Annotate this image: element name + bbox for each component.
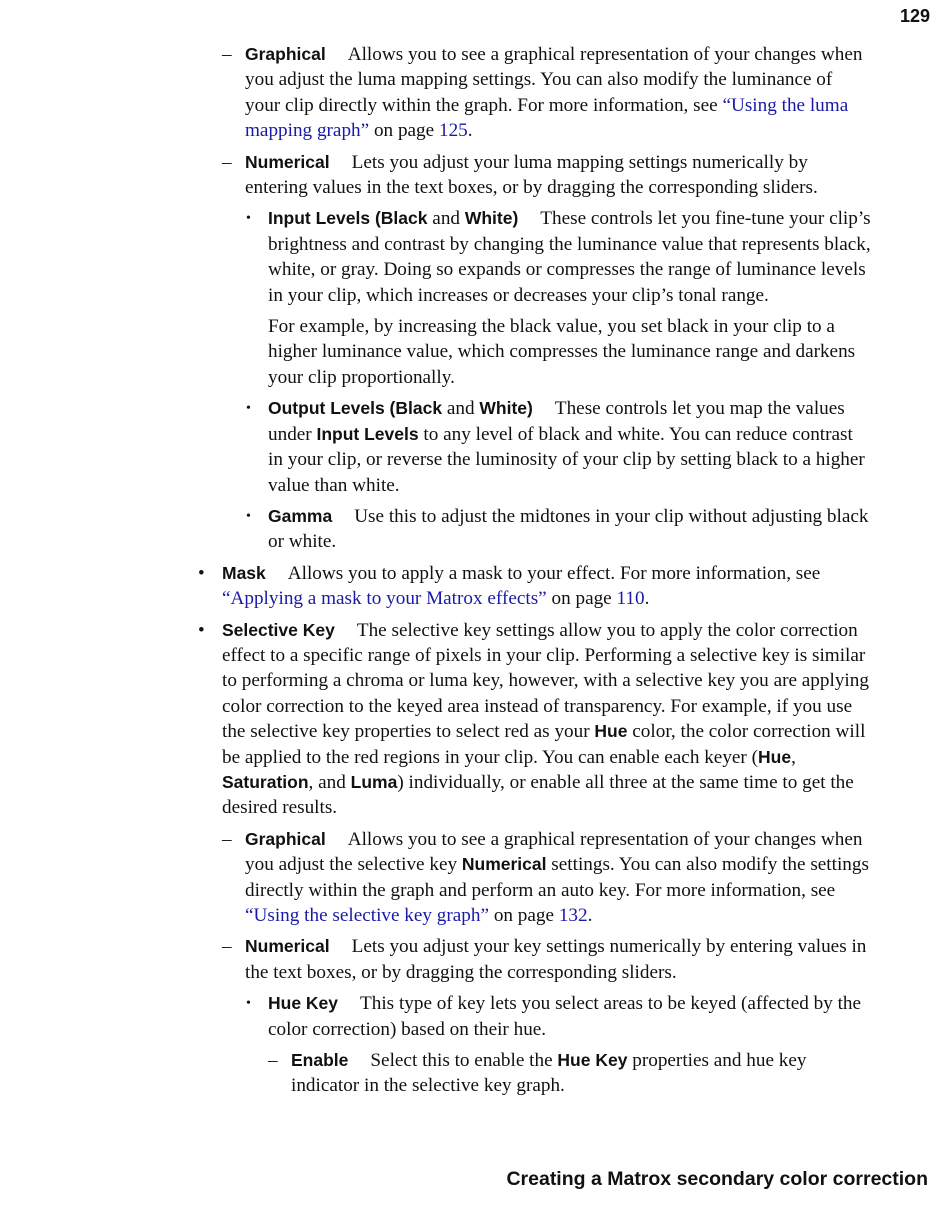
- enable-description-cont: properties and hue key indicator in the selective key graph.: [291, 1050, 807, 1097]
- gamma-description: Use this to adjust the midtones in your clip without adjusting black or white.: [268, 505, 869, 553]
- term-output-levels: Output Levels (Black: [268, 398, 443, 419]
- term-conjunction: and: [442, 398, 480, 420]
- term-hue-key-ref: Hue Key: [557, 1050, 628, 1071]
- selective-key-description-end: ) individually, or enable all three at the same time to get the desired results.: [222, 771, 854, 819]
- enable-description: Select this to enable the: [370, 1050, 558, 1072]
- term-numerical: Numerical: [245, 151, 330, 172]
- term-luma: Luma: [350, 771, 398, 792]
- list-item-output-levels: [246, 396, 872, 498]
- term-input-levels: Input Levels (Black: [268, 208, 428, 229]
- numerical-description: Lets you adjust your luma mapping settings numerically by entering values in the text boxes, or by dragging the corresponding sliders.: [245, 151, 818, 199]
- term-white: White): [479, 398, 533, 419]
- output-levels-description-cont: to any level of black and white. You can reduce contrast in your clip, or reverse the luminosity of your clip by setting black to a higher value than white.: [268, 423, 865, 496]
- page-footer-title: Creating a Matrox secondary color correction: [506, 1168, 928, 1190]
- sentence-end: .: [644, 588, 650, 610]
- page-link-110[interactable]: 110: [616, 588, 645, 610]
- page-number: 129: [899, 6, 930, 26]
- term-gamma: Gamma: [268, 505, 333, 526]
- bullet-marker: •: [246, 401, 251, 417]
- page-ref-text: on page: [369, 120, 439, 142]
- list-item-numerical-selective-key: [222, 934, 872, 985]
- mask-description: Allows you to apply a mask to your effect. For more information, see: [287, 562, 821, 584]
- dash-marker: –: [222, 828, 232, 850]
- list-item-selective-key: [198, 618, 872, 821]
- page-ref-text: on page: [546, 588, 617, 610]
- link-luma-mapping-graph[interactable]: “Using the luma mapping graph”: [245, 94, 849, 142]
- hue-key-description: This type of key lets you select areas to be keyed (affected by the color correction) based on their hue.: [268, 993, 862, 1040]
- term-white: White): [464, 208, 519, 229]
- sentence-end: .: [587, 905, 593, 926]
- numerical-description: Lets you adjust your key settings numerically by entering values in the text boxes, or by dragging the corresponding sliders.: [245, 936, 867, 983]
- graphical-description: Allows you to see a graphical representation of your changes when you adjust the selective key: [245, 828, 863, 876]
- list-item-gamma: [246, 504, 872, 555]
- list-item-numerical-luma: [222, 150, 872, 201]
- bullet-marker: •: [246, 996, 251, 1012]
- term-selective-key: Selective Key: [222, 619, 335, 640]
- bullet-marker: •: [198, 619, 205, 641]
- list-item-graphical-luma: [222, 42, 872, 144]
- page-ref-text: on page: [489, 905, 559, 926]
- list-item-hue-key: [246, 991, 872, 1042]
- link-applying-mask[interactable]: “Applying a mask to your Matrox effects”: [222, 588, 547, 610]
- term-saturation: Saturation: [222, 771, 309, 792]
- link-selective-key-graph[interactable]: “Using the selective key graph”: [245, 905, 490, 926]
- separator: ,: [791, 746, 796, 768]
- bullet-marker: •: [198, 562, 205, 584]
- output-levels-description: These controls let you map the values under: [268, 398, 845, 445]
- dash-marker: –: [222, 44, 232, 65]
- list-item-graphical-selective-key: [222, 827, 872, 929]
- term-hue-key: Hue Key: [268, 993, 339, 1014]
- graphical-description-cont: settings. You can also modify the settings directly within the graph and perform an auto key. For more information, see: [245, 854, 869, 901]
- term-graphical: Graphical: [245, 828, 326, 849]
- list-item-input-levels: [246, 206, 872, 308]
- term-graphical: Graphical: [245, 44, 326, 64]
- term-mask: Mask: [222, 562, 266, 583]
- term-numerical: Numerical: [245, 936, 330, 957]
- page-link-132[interactable]: 132: [558, 905, 588, 926]
- separator: , and: [308, 771, 351, 793]
- dash-marker: –: [222, 151, 232, 173]
- list-item-enable: [268, 1048, 872, 1099]
- term-numerical-ref: Numerical: [461, 854, 547, 875]
- dash-marker: –: [222, 936, 232, 958]
- list-item-mask: [198, 561, 872, 612]
- bullet-marker: •: [246, 211, 251, 227]
- term-enable: Enable: [291, 1050, 349, 1071]
- selective-key-description-cont: color, the color correction will be applied to the red regions in your clip. You can enable each keyer (: [222, 721, 866, 768]
- page-link-125[interactable]: 125: [438, 120, 468, 142]
- bullet-marker: •: [246, 508, 251, 524]
- term-hue: Hue: [758, 746, 792, 767]
- dash-marker: –: [268, 1050, 278, 1072]
- term-conjunction: and: [427, 208, 465, 230]
- input-levels-description: These controls let you fine-tune your clip’s brightness and contrast by changing the luminance value that represents black, white, or gray. Doing so expands or compresses the range of luminance levels in your clip, which increases or decreases your clip’s tonal range.: [268, 208, 871, 306]
- term-input-levels-ref: Input Levels: [316, 423, 419, 444]
- input-levels-example: For example, by increasing the black value, you set black in your clip to a higher luminance value, which compresses the luminance range and darkens your clip proportionally.: [268, 316, 856, 388]
- term-hue: Hue: [594, 721, 628, 742]
- sentence-end: .: [467, 120, 473, 142]
- graphical-description: Allows you to see a graphical representation of your changes when you adjust the luma mapping settings. You can also modify the luminance of your clip directly within the graph. For more information, see: [245, 44, 863, 116]
- document-body: [0, 42, 950, 1105]
- selective-key-description: The selective key settings allow you to apply the color correction effect to a specific range of pixels in your clip. Performing a selective key is similar to performing a chroma or luma key, however, with a selective key you are applying color correction to the keyed area instead of transparency. For example, if you use the selective key properties to select red as your: [222, 619, 869, 743]
